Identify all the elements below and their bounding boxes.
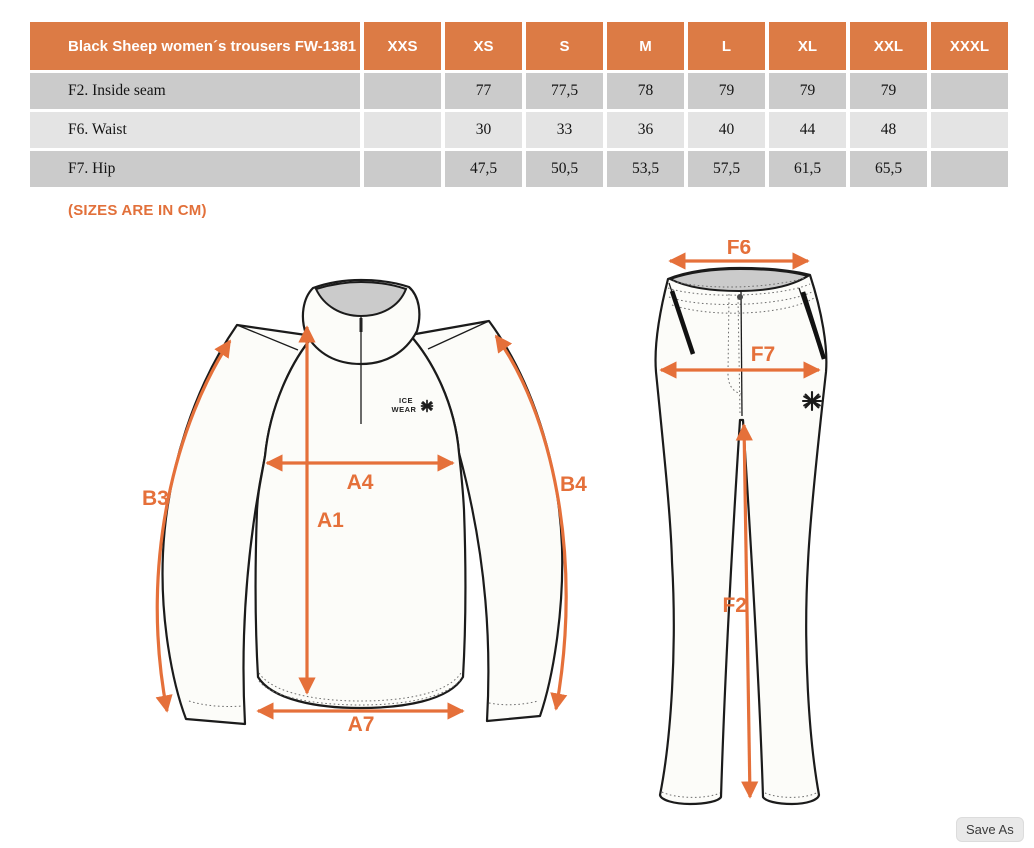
label-a1: A1 xyxy=(317,509,344,532)
table-cell: 40 xyxy=(688,112,765,148)
header-s: S xyxy=(526,22,603,70)
table-cell xyxy=(364,151,441,187)
table-cell: 47,5 xyxy=(445,151,522,187)
label-a4: A4 xyxy=(346,471,374,494)
table-cell: 78 xyxy=(607,73,684,109)
table-cell: 44 xyxy=(769,112,846,148)
header-xl: XL xyxy=(769,22,846,70)
header-m: M xyxy=(607,22,684,70)
table-cell: 77 xyxy=(445,73,522,109)
label-f7: F7 xyxy=(750,343,776,366)
header-l: L xyxy=(688,22,765,70)
table-cell: 36 xyxy=(607,112,684,148)
snowflake-icon xyxy=(803,392,821,410)
label-f2: F2 xyxy=(722,594,747,617)
table-cell: 79 xyxy=(850,73,927,109)
table-cell: 48 xyxy=(850,112,927,148)
table-cell xyxy=(364,73,441,109)
table-cell xyxy=(364,112,441,148)
label-b3: B3 xyxy=(142,487,169,510)
row-label-hip: F7. Hip xyxy=(30,151,360,187)
table-cell: 79 xyxy=(688,73,765,109)
label-f6: F6 xyxy=(726,240,752,259)
sizes-unit-note: (SIZES ARE IN CM) xyxy=(68,202,207,219)
icewear-logo-line1: ICE xyxy=(398,396,414,405)
waist-button xyxy=(737,294,743,300)
table-cell: 50,5 xyxy=(526,151,603,187)
header-xs: XS xyxy=(445,22,522,70)
icewear-logo-line2: WEAR xyxy=(391,405,417,414)
table-cell: 30 xyxy=(445,112,522,148)
header-xxl: XXL xyxy=(850,22,927,70)
save-as-button[interactable]: Save As xyxy=(956,817,1024,842)
table-cell: 33 xyxy=(526,112,603,148)
table-cell xyxy=(931,112,1008,148)
header-xxs: XXS xyxy=(364,22,441,70)
label-b4: B4 xyxy=(560,473,587,496)
table-cell: 57,5 xyxy=(688,151,765,187)
row-label-waist: F6. Waist xyxy=(30,112,360,148)
table-cell: 53,5 xyxy=(607,151,684,187)
size-table xyxy=(30,22,1008,187)
header-xxxl: XXXL xyxy=(931,22,1008,70)
table-cell: 61,5 xyxy=(769,151,846,187)
row-label-inside-seam: F2. Inside seam xyxy=(30,73,360,109)
table-cell: 79 xyxy=(769,73,846,109)
label-a7: A7 xyxy=(347,713,375,736)
table-cell: 77,5 xyxy=(526,73,603,109)
trousers-measurement-diagram xyxy=(640,240,840,815)
table-cell: 65,5 xyxy=(850,151,927,187)
table-cell xyxy=(931,151,1008,187)
snowflake-icon xyxy=(422,401,433,412)
table-cell xyxy=(931,73,1008,109)
table-title: Black Sheep women´s trousers FW-1381 xyxy=(30,22,360,70)
shirt-measurement-diagram xyxy=(130,240,600,750)
